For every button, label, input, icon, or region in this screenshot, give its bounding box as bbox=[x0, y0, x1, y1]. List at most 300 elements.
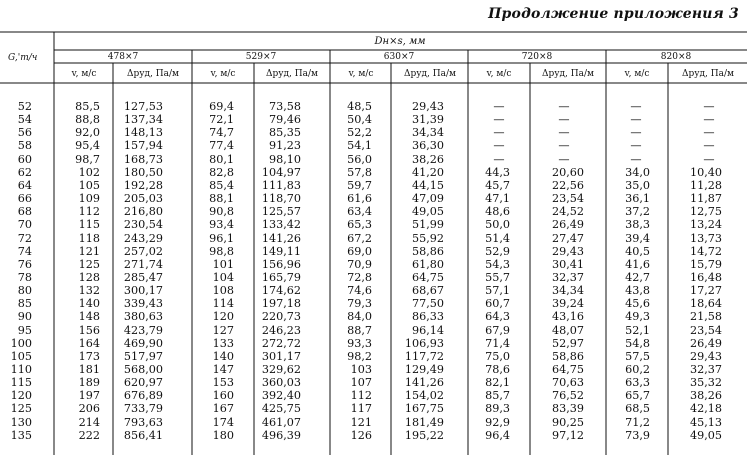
table-cell: 45,6 bbox=[625, 297, 650, 311]
table-cell: 112 bbox=[350, 389, 372, 403]
table-cell: 120 bbox=[212, 310, 234, 324]
table-cell: 137,34 bbox=[123, 113, 163, 127]
table-cell: 41,20 bbox=[411, 165, 444, 179]
table-cell: 272,72 bbox=[261, 336, 301, 350]
table-cell: 181,49 bbox=[404, 415, 444, 429]
table-cell: 733,79 bbox=[123, 402, 163, 416]
row-flow-value: 135 bbox=[10, 428, 32, 442]
table-cell: 148 bbox=[78, 310, 100, 324]
diameter-header: Dн×s, мм bbox=[374, 36, 426, 47]
table-cell: 27,47 bbox=[551, 231, 584, 245]
table-cell: 109 bbox=[78, 192, 100, 206]
table-cell: 43,8 bbox=[625, 284, 650, 298]
table-cell: — bbox=[703, 113, 715, 127]
table-cell: 51,4 bbox=[485, 231, 510, 245]
row-flow-value: 76 bbox=[17, 257, 32, 271]
velocity-header: v, м/с bbox=[624, 69, 650, 79]
table-cell: 300,17 bbox=[123, 284, 163, 298]
row-flow-value: 115 bbox=[10, 376, 32, 390]
table-cell: 72,1 bbox=[209, 113, 234, 127]
velocity-header: v, м/с bbox=[210, 69, 236, 79]
table-cell: 29,43 bbox=[551, 244, 584, 258]
table-cell: 141,26 bbox=[404, 376, 444, 390]
table-cell: 111,83 bbox=[261, 178, 301, 192]
table-cell: 38,3 bbox=[625, 218, 650, 232]
table-cell: 29,43 bbox=[411, 100, 444, 113]
table-cell: 102 bbox=[78, 165, 100, 179]
table-cell: 59,7 bbox=[347, 178, 372, 192]
table-cell: 49,3 bbox=[625, 310, 650, 324]
row-flow-value: 100 bbox=[10, 336, 32, 350]
table-cell: 22,56 bbox=[551, 178, 584, 192]
table-cell: 118,70 bbox=[261, 192, 301, 206]
table-cell: 65,3 bbox=[347, 218, 372, 232]
table-cell: 49,05 bbox=[411, 205, 444, 219]
table-cell: — bbox=[493, 139, 505, 153]
row-flow-value: 58 bbox=[17, 139, 32, 153]
table-cell: 10,40 bbox=[689, 165, 722, 179]
table-cell: 620,97 bbox=[123, 376, 163, 390]
table-cell: 98,2 bbox=[347, 349, 372, 363]
table-cell: 67,9 bbox=[485, 323, 510, 337]
table-cell: 86,33 bbox=[411, 310, 444, 324]
table-cell: 74,6 bbox=[347, 284, 372, 298]
table-cell: — bbox=[558, 152, 570, 166]
table-cell: 104 bbox=[212, 270, 234, 284]
table-cell: 63,4 bbox=[347, 205, 372, 219]
table-cell: 50,4 bbox=[347, 113, 372, 127]
table-cell: 140 bbox=[212, 349, 234, 363]
table-cell: 98,10 bbox=[268, 152, 301, 166]
table-cell: 676,89 bbox=[123, 389, 163, 403]
table-cell: 197,18 bbox=[261, 297, 301, 311]
table-cell: 64,75 bbox=[551, 363, 584, 376]
table-cell: 568,00 bbox=[123, 363, 163, 376]
table-cell: 63,3 bbox=[625, 376, 650, 390]
table-cell: 57,1 bbox=[485, 284, 510, 298]
table-cell: 60,2 bbox=[625, 363, 650, 376]
row-flow-value: 54 bbox=[17, 113, 32, 127]
table-cell: 360,03 bbox=[261, 376, 301, 390]
table-cell: 23,54 bbox=[551, 192, 584, 206]
table-cell: 76,52 bbox=[551, 389, 584, 403]
table-cell: 84,0 bbox=[347, 310, 372, 324]
table-cell: 88,1 bbox=[209, 192, 234, 206]
table-cell: 461,07 bbox=[261, 415, 301, 429]
table-cell: 105 bbox=[78, 178, 100, 192]
row-flow-value: 95 bbox=[17, 323, 32, 337]
table-cell: 38,26 bbox=[689, 389, 722, 403]
table-cell: — bbox=[558, 113, 570, 127]
pipe-header-720: 720×8 bbox=[521, 52, 553, 62]
table-cell: 133,42 bbox=[261, 218, 301, 232]
velocity-header: v, м/с bbox=[71, 69, 97, 79]
table-cell: 127,53 bbox=[123, 100, 163, 113]
row-flow-value: 130 bbox=[10, 415, 32, 429]
table-cell: 65,7 bbox=[625, 389, 650, 403]
row-flow-value: 85 bbox=[17, 297, 32, 311]
table-cell: 36,1 bbox=[625, 192, 650, 206]
table-cell: 54,1 bbox=[347, 139, 372, 153]
row-flow-value: 72 bbox=[17, 231, 32, 245]
table-cell: 23,54 bbox=[689, 323, 722, 337]
table-cell: 47,1 bbox=[485, 192, 510, 206]
row-flow-value: 62 bbox=[17, 165, 32, 179]
table-cell: 41,6 bbox=[625, 257, 650, 271]
table-cell: 35,0 bbox=[625, 178, 650, 192]
table-cell: 70,63 bbox=[551, 376, 584, 390]
table-cell: — bbox=[630, 139, 642, 153]
table-cell: 132 bbox=[78, 284, 100, 298]
table-cell: 48,6 bbox=[485, 205, 510, 219]
row-flow-value: 52 bbox=[17, 100, 32, 113]
table-cell: — bbox=[703, 152, 715, 166]
table-cell: 108 bbox=[212, 284, 234, 298]
table-cell: 165,79 bbox=[261, 270, 301, 284]
table-cell: 24,52 bbox=[551, 205, 584, 219]
table-cell: 147 bbox=[212, 363, 234, 376]
row-flow-value: 125 bbox=[10, 402, 32, 416]
table-cell: 88,7 bbox=[347, 323, 372, 337]
table-cell: 39,4 bbox=[625, 231, 650, 245]
table-cell: 496,39 bbox=[261, 428, 301, 442]
table-cell: — bbox=[558, 126, 570, 140]
table-cell: 114 bbox=[212, 297, 234, 311]
table-cell: 43,16 bbox=[551, 310, 584, 324]
table-cell: — bbox=[558, 139, 570, 153]
table-cell: 32,37 bbox=[551, 270, 584, 284]
row-flow-value: 80 bbox=[17, 284, 32, 298]
row-flow-value: 68 bbox=[17, 205, 32, 219]
g-column-header: G,'т/ч bbox=[8, 53, 38, 63]
table-cell: 42,18 bbox=[689, 402, 722, 416]
table-cell: 160 bbox=[212, 389, 234, 403]
table-cell: 79,3 bbox=[347, 297, 372, 311]
table-cell: 11,28 bbox=[689, 178, 722, 192]
table-cell: 121 bbox=[350, 415, 372, 429]
table-cell: 96,14 bbox=[411, 323, 444, 337]
table-cell: 48,07 bbox=[551, 323, 584, 337]
table-cell: 61,6 bbox=[347, 192, 372, 206]
table-cell: 106,93 bbox=[404, 336, 444, 350]
table-cell: — bbox=[493, 113, 505, 127]
table-cell: 90,8 bbox=[209, 205, 234, 219]
table-cell: 216,80 bbox=[123, 205, 163, 219]
row-flow-value: 105 bbox=[10, 349, 32, 363]
row-flow-value: 120 bbox=[10, 389, 32, 403]
table-cell: 129,49 bbox=[404, 363, 444, 376]
table-cell: 285,47 bbox=[123, 270, 163, 284]
table-cell: 156,96 bbox=[261, 257, 301, 271]
table-cell: 77,4 bbox=[209, 139, 234, 153]
table-cell: 37,2 bbox=[625, 205, 650, 219]
table-cell: 34,34 bbox=[551, 284, 584, 298]
table-cell: 117 bbox=[350, 402, 372, 416]
table-cell: 153 bbox=[212, 376, 234, 390]
table-cell: 168,73 bbox=[123, 152, 163, 166]
table-cell: 26,49 bbox=[689, 336, 722, 350]
table-cell: 271,74 bbox=[123, 257, 163, 271]
table-cell: 49,05 bbox=[689, 428, 722, 442]
table-cell: 95,4 bbox=[75, 139, 100, 153]
pipe-header-478: 478×7 bbox=[107, 52, 139, 62]
pipe-header-529: 529×7 bbox=[245, 52, 277, 62]
table-cell: 128 bbox=[78, 270, 100, 284]
table-cell: 157,94 bbox=[123, 139, 163, 153]
table-cell: 29,43 bbox=[689, 349, 722, 363]
table-cell: 61,80 bbox=[411, 257, 444, 271]
table-cell: 31,39 bbox=[411, 113, 444, 127]
table-cell: 243,29 bbox=[123, 231, 163, 245]
pressure-header: Δpуд, Па/м bbox=[265, 69, 319, 79]
table-cell: 18,64 bbox=[689, 297, 722, 311]
table-cell: 52,97 bbox=[551, 336, 584, 350]
table-cell: 257,02 bbox=[123, 244, 163, 258]
pressure-header: Δpуд, Па/м bbox=[403, 69, 457, 79]
table-cell: 67,2 bbox=[347, 231, 372, 245]
table-cell: 189 bbox=[78, 376, 100, 390]
pressure-header: Δpуд, Па/м bbox=[681, 69, 735, 79]
table-cell: 195,22 bbox=[404, 428, 444, 442]
table-cell: 48,5 bbox=[347, 100, 372, 113]
table-cell: — bbox=[493, 152, 505, 166]
table-cell: 70,9 bbox=[347, 257, 372, 271]
row-flow-value: 64 bbox=[17, 178, 32, 192]
table-cell: 329,62 bbox=[261, 363, 301, 376]
table-cell: 39,24 bbox=[551, 297, 584, 311]
pressure-header: Δpуд, Па/м bbox=[126, 69, 180, 79]
table-cell: 52,1 bbox=[625, 323, 650, 337]
table-cell: 69,4 bbox=[209, 100, 234, 113]
data-table bbox=[0, 31, 747, 455]
table-cell: 44,3 bbox=[485, 165, 510, 179]
row-flow-value: 66 bbox=[17, 192, 32, 206]
table-cell: 192,28 bbox=[123, 178, 163, 192]
table-cell: 88,8 bbox=[75, 113, 100, 127]
table-cell: 107 bbox=[350, 376, 372, 390]
table-cell: 220,73 bbox=[261, 310, 301, 324]
table-cell: 125,57 bbox=[261, 205, 301, 219]
table-cell: 141,26 bbox=[261, 231, 301, 245]
table-cell: — bbox=[703, 139, 715, 153]
table-cell: 57,5 bbox=[625, 349, 650, 363]
table-cell: 174 bbox=[212, 415, 234, 429]
table-cell: 80,1 bbox=[209, 152, 234, 166]
table-cell: 181 bbox=[78, 363, 100, 376]
table-cell: 112 bbox=[78, 205, 100, 219]
table-cell: 78,6 bbox=[485, 363, 510, 376]
table-cell: 85,4 bbox=[209, 178, 234, 192]
table-cell: 71,4 bbox=[485, 336, 510, 350]
table-cell: 64,3 bbox=[485, 310, 510, 324]
table-cell: 103 bbox=[350, 363, 372, 376]
table-cell: 51,99 bbox=[411, 218, 444, 232]
table-cell: 68,67 bbox=[411, 284, 444, 298]
table-cell: 82,1 bbox=[485, 376, 510, 390]
table-cell: 54,3 bbox=[485, 257, 510, 271]
table-cell: — bbox=[630, 113, 642, 127]
table-cell: 164 bbox=[78, 336, 100, 350]
table-cell: 301,17 bbox=[261, 349, 301, 363]
table-cell: 92,0 bbox=[75, 126, 100, 140]
table-cell: 58,86 bbox=[411, 244, 444, 258]
table-cell: 14,72 bbox=[689, 244, 722, 258]
table-cell: 73,9 bbox=[625, 428, 650, 442]
table-cell: 156 bbox=[78, 323, 100, 337]
table-cell: 57,8 bbox=[347, 165, 372, 179]
table-cell: 26,49 bbox=[551, 218, 584, 232]
table-cell: 140 bbox=[78, 297, 100, 311]
table-cell: 45,7 bbox=[485, 178, 510, 192]
table-cell: 856,41 bbox=[123, 428, 163, 442]
table-cell: 47,09 bbox=[411, 192, 444, 206]
table-cell: 121 bbox=[78, 244, 100, 258]
table-cell: 74,7 bbox=[209, 126, 234, 140]
table-cell: 79,46 bbox=[268, 113, 301, 127]
table-cell: 173 bbox=[78, 349, 100, 363]
table-cell: 425,75 bbox=[261, 402, 301, 416]
table-cell: 60,7 bbox=[485, 297, 510, 311]
table-cell: 133 bbox=[212, 336, 234, 350]
table-cell: 117,72 bbox=[404, 349, 444, 363]
table-cell: 380,63 bbox=[123, 310, 163, 324]
table-cell: 50,0 bbox=[485, 218, 510, 232]
table-cell: 75,0 bbox=[485, 349, 510, 363]
table-cell: — bbox=[630, 100, 642, 113]
table-cell: 167 bbox=[212, 402, 234, 416]
table-cell: 96,1 bbox=[209, 231, 234, 245]
table-cell: 92,9 bbox=[485, 415, 510, 429]
table-cell: 52,2 bbox=[347, 126, 372, 140]
table-cell: 93,3 bbox=[347, 336, 372, 350]
table-cell: — bbox=[558, 100, 570, 113]
table-cell: 793,63 bbox=[123, 415, 163, 429]
table-cell: 34,0 bbox=[625, 165, 650, 179]
table-cell: 246,23 bbox=[261, 323, 301, 337]
table-cell: — bbox=[630, 126, 642, 140]
table-cell: 101 bbox=[212, 257, 234, 271]
table-cell: 125 bbox=[78, 257, 100, 271]
table-cell: 167,75 bbox=[404, 402, 444, 416]
row-flow-value: 56 bbox=[17, 126, 32, 140]
table-cell: 93,4 bbox=[209, 218, 234, 232]
table-cell: 98,8 bbox=[209, 244, 234, 258]
table-cell: 71,2 bbox=[625, 415, 650, 429]
table-cell: 72,8 bbox=[347, 270, 372, 284]
table-cell: 42,7 bbox=[625, 270, 650, 284]
table-cell: 52,9 bbox=[485, 244, 510, 258]
table-cell: 149,11 bbox=[261, 244, 301, 258]
row-flow-value: 90 bbox=[17, 310, 32, 324]
table-cell: 35,32 bbox=[689, 376, 722, 390]
table-cell: — bbox=[703, 100, 715, 113]
table-cell: 34,34 bbox=[411, 126, 444, 140]
table-cell: 44,15 bbox=[411, 178, 444, 192]
row-flow-value: 78 bbox=[17, 270, 32, 284]
table-cell: 115 bbox=[78, 218, 100, 232]
table-cell: 45,13 bbox=[689, 415, 722, 429]
table-cell: 85,7 bbox=[485, 389, 510, 403]
table-cell: 206 bbox=[78, 402, 100, 416]
table-cell: 32,37 bbox=[689, 363, 722, 376]
row-flow-value: 110 bbox=[10, 363, 32, 376]
table-cell: 13,73 bbox=[689, 231, 722, 245]
table-cell: 77,50 bbox=[411, 297, 444, 311]
table-cell: 214 bbox=[78, 415, 100, 429]
table-cell: 11,87 bbox=[689, 192, 722, 206]
table-cell: 180,50 bbox=[123, 165, 163, 179]
row-flow-value: 74 bbox=[17, 244, 32, 258]
table-cell: 85,5 bbox=[75, 100, 100, 113]
table-cell: 12,75 bbox=[689, 205, 722, 219]
table-cell: 30,41 bbox=[551, 257, 584, 271]
table-cell: 56,0 bbox=[347, 152, 372, 166]
table-cell: 68,5 bbox=[625, 402, 650, 416]
table-cell: 89,3 bbox=[485, 402, 510, 416]
page-title: Продолжение приложения 3 bbox=[488, 6, 739, 22]
table-cell: 64,75 bbox=[411, 270, 444, 284]
table-cell: — bbox=[493, 126, 505, 140]
row-flow-value: 70 bbox=[17, 218, 32, 232]
table-cell: 118 bbox=[78, 231, 100, 245]
velocity-header: v, м/с bbox=[348, 69, 374, 79]
table-cell: 154,02 bbox=[404, 389, 444, 403]
table-cell: 423,79 bbox=[123, 323, 163, 337]
table-cell: 339,43 bbox=[123, 297, 163, 311]
table-cell: 73,58 bbox=[268, 100, 301, 113]
table-cell: 55,92 bbox=[411, 231, 444, 245]
table-cell: 230,54 bbox=[123, 218, 163, 232]
table-cell: 83,39 bbox=[551, 402, 584, 416]
pressure-header: Δpуд, Па/м bbox=[541, 69, 595, 79]
table-cell: 517,97 bbox=[123, 349, 163, 363]
pipe-header-820: 820×8 bbox=[660, 52, 692, 62]
table-cell: 180 bbox=[212, 428, 234, 442]
table-cell: 69,0 bbox=[347, 244, 372, 258]
table-cell: 97,12 bbox=[551, 428, 584, 442]
table-cell: 16,48 bbox=[689, 270, 722, 284]
table-cell: 148,13 bbox=[123, 126, 163, 140]
velocity-header: v, м/с bbox=[486, 69, 512, 79]
table-cell: 98,7 bbox=[75, 152, 100, 166]
table-cell: 91,23 bbox=[268, 139, 301, 153]
table-cell: 21,58 bbox=[689, 310, 722, 324]
table-cell: — bbox=[703, 126, 715, 140]
table-cell: 40,5 bbox=[625, 244, 650, 258]
table-cell: 54,8 bbox=[625, 336, 650, 350]
table-cell: 55,7 bbox=[485, 270, 510, 284]
table-cell: — bbox=[493, 100, 505, 113]
table-cell: 174,62 bbox=[261, 284, 301, 298]
table-cell: 222 bbox=[78, 428, 100, 442]
table-cell: 96,4 bbox=[485, 428, 510, 442]
table-cell: 15,79 bbox=[689, 257, 722, 271]
table-cell: 469,90 bbox=[123, 336, 163, 350]
table-cell: 36,30 bbox=[411, 139, 444, 153]
table-cell: 17,27 bbox=[689, 284, 722, 298]
pipe-header-630: 630×7 bbox=[383, 52, 415, 62]
table-cell: — bbox=[630, 152, 642, 166]
table-cell: 20,60 bbox=[551, 165, 584, 179]
table-cell: 58,86 bbox=[551, 349, 584, 363]
table-cell: 82,8 bbox=[209, 165, 234, 179]
table-cell: 104,97 bbox=[261, 165, 301, 179]
table-cell: 85,35 bbox=[268, 126, 301, 140]
table-cell: 126 bbox=[350, 428, 372, 442]
row-flow-value: 60 bbox=[17, 152, 32, 166]
table-cell: 90,25 bbox=[551, 415, 584, 429]
table-cell: 205,03 bbox=[123, 192, 163, 206]
